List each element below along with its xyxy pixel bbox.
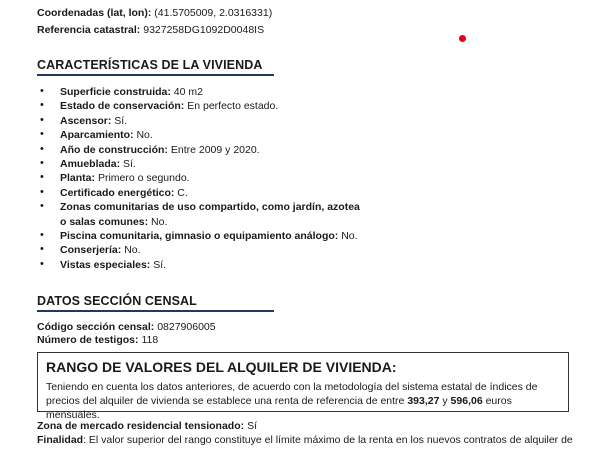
list-item: • Año de construcción: Entre 2009 y 2020. — [40, 142, 260, 156]
rent-range-high: 596,06 — [450, 395, 483, 407]
features-section-title: CARACTERÍSTICAS DE LA VIVIENDA — [37, 58, 263, 72]
bullet-icon: • — [40, 157, 44, 170]
list-item: • Zonas comunitarias de uso compartido, como jardín, azotea o salas comunes: No. — [40, 200, 360, 228]
list-item: • Vistas especiales: Sí. — [40, 257, 167, 271]
finalidad-row — [37, 433, 573, 447]
cadastral-reference-label: Referencia catastral: — [37, 24, 141, 36]
cadastral-reference-row — [37, 23, 264, 37]
bullet-icon: • — [40, 171, 44, 184]
census-code-label: Código sección censal: — [37, 321, 155, 333]
location-marker-dot — [459, 35, 466, 42]
rent-range-box — [37, 352, 569, 421]
rent-range-text: Teniendo en cuenta los datos anteriores, de acuerdo con la metodología del sistema estatal de índices de precios del alquiler de vivienda se establece una renta de referencia de entre 393,27 y 596,06 euros mensuales. — [46, 381, 538, 421]
list-item: • Estado de conservación: En perfecto estado. — [40, 99, 279, 113]
list-item: • Conserjería: No. — [40, 243, 141, 257]
coordinates-row — [37, 6, 272, 20]
list-item: • Amueblada: Sí. — [40, 157, 136, 171]
witnesses-row — [37, 333, 158, 347]
list-item: • Aparcamiento: No. — [40, 128, 153, 142]
finalidad-label: Finalidad — [37, 434, 84, 446]
witnesses-label: Número de testigos: — [37, 334, 139, 346]
list-item: • Ascensor: Sí. — [40, 113, 128, 127]
bullet-icon: • — [40, 99, 44, 112]
bullet-icon: • — [40, 142, 44, 155]
features-section-underline — [37, 74, 274, 76]
bullet-icon: • — [40, 200, 44, 213]
bullet-icon: • — [40, 85, 44, 97]
cadastral-reference-value: 9327258DG1092D0048IS — [143, 24, 265, 36]
census-code-row — [37, 320, 216, 334]
witnesses-value: 118 — [141, 334, 159, 346]
features-list — [40, 85, 360, 272]
bullet-icon: • — [40, 113, 44, 126]
tension-zone-value: Sí — [247, 420, 257, 432]
list-item: • Piscina comunitaria, gimnasio o equipamiento análogo: No. — [40, 229, 358, 243]
bullet-icon: • — [40, 185, 44, 198]
tension-zone-label: Zona de mercado residencial tensionado: — [37, 420, 245, 432]
census-section-title: DATOS SECCIÓN CENSAL — [37, 294, 197, 308]
rent-range-low: 393,27 — [407, 395, 440, 407]
bullet-icon: • — [40, 229, 44, 242]
coordinates-value: (41.5705009, 2.0316331) — [154, 7, 273, 19]
list-item: • Certificado energético: C. — [40, 185, 188, 199]
census-code-value: 0827906005 — [157, 321, 216, 333]
bullet-icon: • — [40, 128, 44, 141]
list-item: • Planta: Primero o segundo. — [40, 171, 190, 185]
coordinates-label: Coordenadas (lat, lon): — [37, 7, 152, 19]
census-section-underline — [37, 310, 274, 312]
finalidad-text: : El valor superior del rango constituye el límite máximo de la renta en los nuevos contratos de alquiler de — [83, 434, 573, 446]
bullet-icon: • — [40, 243, 44, 256]
list-item: • Superficie construida: 40 m2 — [40, 85, 203, 98]
rent-range-title: RANGO DE VALORES DEL ALQUILER DE VIVIENDA: — [46, 359, 397, 375]
bullet-icon: • — [40, 257, 44, 270]
tension-zone-row — [37, 419, 257, 433]
